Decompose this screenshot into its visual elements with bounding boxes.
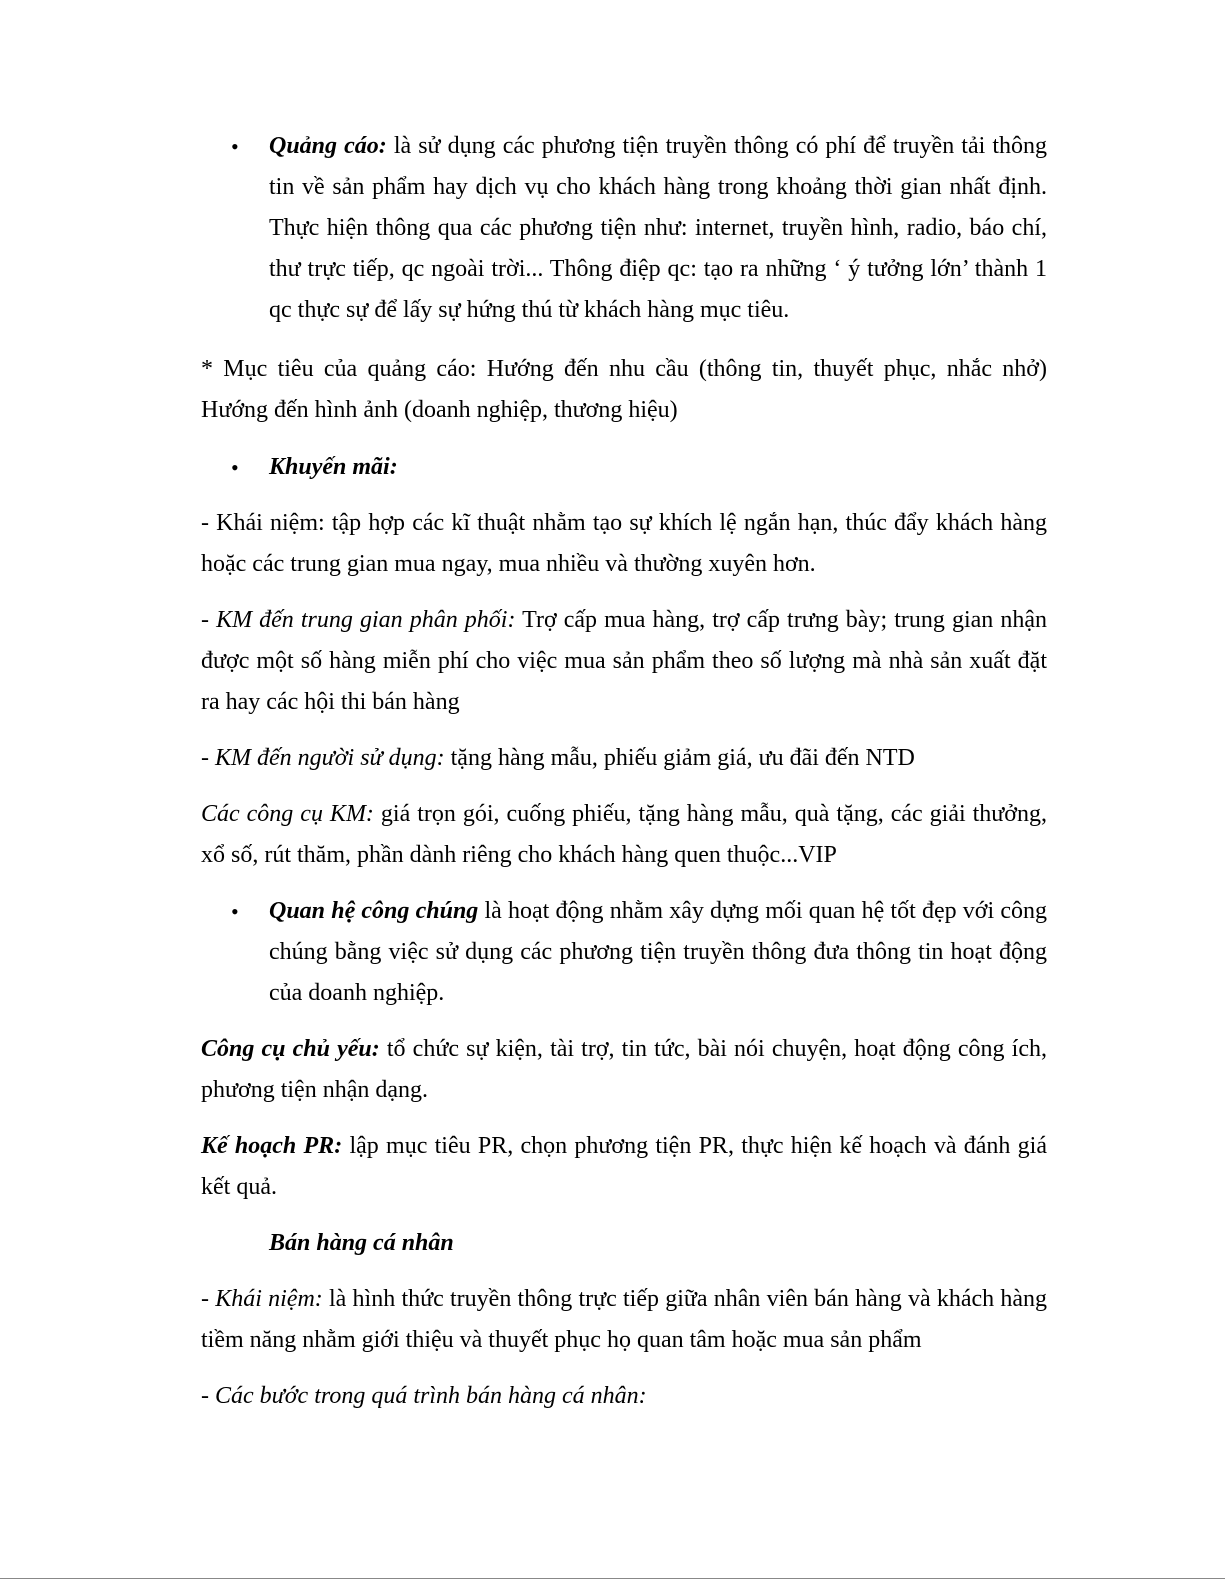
ad-goals-paragraph: * Mục tiêu của quảng cáo: Hướng đến nhu cầu (thông tin, thuyết phục, nhắc nhở) Hướng đến hình ảnh (doanh nghiệp, thương hiệu) [201,356,1047,423]
pr-plan [201,1126,1047,1208]
personal-selling-concept [201,1279,1047,1361]
bullet-icon: • [231,134,239,159]
pr-tools-text: tổ chức sự kiện, tài trợ, tin tức, bài nói chuyện, hoạt động công ích, phương tiện nhận dạng. [201,1036,1047,1103]
ps-concept-text: là hình thức truyền thông trực tiếp giữa nhân viên bán hàng và khách hàng tiềm năng nhằm giới thiệu và thuyết phục họ quan tâm hoặc mua sản phẩm [201,1286,1048,1353]
pr-item [201,891,1047,1014]
document-page [201,126,1047,1417]
personal-selling-steps: - Các bước trong quá trình bán hàng cá nhân: [201,1383,647,1409]
advertising-item [201,126,1047,331]
promotion-tools [201,794,1047,876]
page-bottom-divider [0,1578,1225,1579]
promotion-intermediary [201,600,1047,723]
pr-tools-term: Công cụ chủ yếu: [201,1036,380,1062]
bullet-icon: • [231,899,239,924]
pr-term: Quan hệ công chúng [269,898,479,924]
pr-text: là hoạt động nhằm xây dựng mối quan hệ tốt đẹp với công chúng bằng việc sử dụng các phương tiện truyền thông đưa thông tin hoạt động của doanh nghiệp. [269,898,1047,1006]
promotion-term: Khuyến mãi: [269,454,398,480]
pr-tools [201,1029,1047,1111]
personal-selling-heading: Bán hàng cá nhân [269,1230,454,1256]
promotion-user [201,738,1047,779]
pr-plan-term: Kế hoạch PR: [201,1133,343,1159]
tools-text: giá trọn gói, cuống phiếu, tặng hàng mẫu, quà tặng, các giải thưởng, xổ số, rút thăm, phần dành riêng cho khách hàng quen thuộc...VIP [201,801,1047,868]
intermediary-term: - KM đến trung gian phân phối: [201,607,516,633]
user-term: - KM đến người sử dụng: [201,745,445,771]
advertising-term: Quảng cáo: [269,133,387,159]
advertising-text: là sử dụng các phương tiện truyền thông có phí để truyền tải thông tin về sản phẩm hay dịch vụ cho khách hàng trong khoảng thời gian nhất định. Thực hiện thông qua các phương tiện như: internet, truyền hình, radio, báo chí, thư trực tiếp, qc ngoài trời... Thông điệp qc: tạo ra những ‘ ý tưởng lớn’ thành 1 qc thực sự để lấy sự hứng thú từ khách hàng mục tiêu. [269,133,1048,323]
bullet-icon: • [231,455,239,480]
user-text: tặng hàng mẫu, phiếu giảm giá, ưu đãi đến NTD [444,745,915,771]
ps-concept-term: - Khái niệm: [201,1286,323,1312]
pr-plan-text: lập mục tiêu PR, chọn phương tiện PR, thực hiện kế hoạch và đánh giá kết quả. [201,1133,1047,1200]
promotion-concept: - Khái niệm: tập hợp các kĩ thuật nhằm tạo sự khích lệ ngắn hạn, thúc đẩy khách hàng hoặc các trung gian mua ngay, mua nhiều và thường xuyên hơn. [201,510,1047,577]
tools-term: Các công cụ KM: [201,801,374,827]
promotion-heading [201,447,1047,488]
intermediary-text: Trợ cấp mua hàng, trợ cấp trưng bày; trung gian nhận được một số hàng miễn phí cho việc mua sản phẩm theo số lượng mà nhà sản xuất đặt ra hay các hội thi bán hàng [201,607,1048,715]
